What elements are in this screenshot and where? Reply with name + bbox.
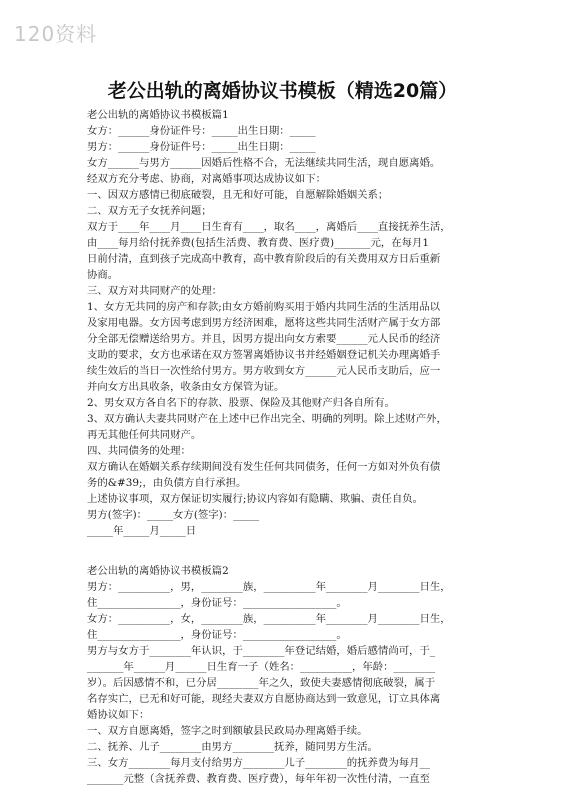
text-line: 名存实亡，已无和好可能，现经夫妻双方自愿协商达到一致意见，订立具体离: [87, 693, 441, 705]
text-line: 一、因双方感情已彻底破裂，且无和好可能，自愿解除婚姻关系；: [87, 189, 389, 201]
section1-heading: 老公出轨的离婚协议书模板篇1: [87, 109, 229, 121]
text-line: 双方确认在婚姻关系存续期间没有发生任何共同债务，任何一方如对外负有债: [87, 461, 441, 473]
text-line: 分全部无偿赠送给男方。并且，因男方提出向女方索要______元人民币的经济: [87, 333, 441, 345]
text-line: 女方______与男方______因婚后性格不合，无法继续共同生活，现自愿离婚。: [87, 157, 441, 169]
section1-content: [87, 123, 495, 539]
document-title: 老公出轨的离婚协议书模板（精选20篇）: [107, 80, 458, 102]
text-line: _____年_____月_____日: [87, 525, 197, 537]
watermark: 120资料: [14, 22, 98, 46]
text-line: 1、女方无共同的房产和存款;由女方婚前购买用于婚内共同生活的生活用品以: [87, 301, 440, 313]
text-line: 三、女方________每月支付给男方________儿子________的抚养费为每月__: [87, 757, 430, 769]
text-line: 再无其他任何共同财产。: [87, 429, 202, 441]
text-line: 双方于____年____月____日生育有____，取名____，离婚后____直接抚养生活，: [87, 221, 451, 233]
document-body: [87, 107, 495, 787]
text-line: 协商。: [87, 269, 119, 281]
text-line: 女方：__________，女，________族，__________年________月________日生，: [87, 613, 451, 625]
section2-heading: 老公出轨的离婚协议书模板篇2: [87, 565, 229, 577]
text-line: 支助的要求，女方也承诺在双方签署离婚协议书并经婚姻登记机关办理离婚手: [87, 349, 441, 361]
text-line: 经双方充分考虑、协商，对离婚事项达成协议如下：: [87, 173, 326, 185]
text-line: 住________________，身份证号：__________________。: [87, 629, 347, 641]
section2-content: [87, 579, 495, 787]
text-line: 二、双方无子女抚养问题；: [87, 205, 212, 217]
text-line: 及家用电器。女方因考虑到男方经济困难，愿将这些共同生活财产属于女方部: [87, 317, 441, 329]
text-line: 男方：______身份证件号：_____出生日期：_____: [87, 141, 316, 153]
text-line: 二、抚养、儿子________由男方________抚养，随同男方生活。: [87, 741, 378, 753]
text-line: 2、男女双方各自名下的存款、股票、保险及其他财产归各自所有。: [87, 397, 395, 409]
text-line: 上述协议事项，双方保证切实履行;协议内容如有隐瞒、欺骗、责任自负。: [87, 493, 423, 505]
text-line: 日前付清，直到孩子完成高中教育，高中教育阶段后的有关费用双方日后重新: [87, 253, 441, 265]
text-line: 男方(签字)：_____女方(签字)：_____: [87, 509, 260, 521]
text-line: 由____每月给付抚养费(包括生活费、教育费、医疗费)_______元，在每月1: [87, 237, 430, 249]
text-line: 四、共同债务的处理：: [87, 445, 191, 457]
text-line: 婚协议如下：: [87, 709, 150, 721]
text-line: 一、双方自愿离婚，签字之时到额敏县民政局办理离婚手续。: [87, 725, 368, 737]
text-line: 并向女方出具收条，收条由女方保管为证。: [87, 381, 285, 393]
text-line: 岁）。后因感情不和，已分居________年之久，致使夫妻感情彻底破裂，属于: [87, 677, 436, 689]
text-line: 男方：__________，男，________族，__________年________月________日生，: [87, 581, 451, 593]
text-line: 住________________，身份证号：__________________。: [87, 597, 347, 609]
text-line: _______元整（含抚养费、教育费、医疗费），每年年初一次性付清，一直至: [87, 773, 430, 785]
text-line: 3、双方确认夫妻共同财产在上述中已作出完全、明确的列明。除上述财产外，: [87, 413, 447, 425]
text-line: _______年______月______日生育一子（姓名：__________，年龄：________: [87, 661, 436, 673]
text-line: 务的&#39;，由负债方自行承担。: [87, 477, 247, 489]
section-gap: [87, 539, 495, 563]
text-line: 三、双方对共同财产的处理：: [87, 285, 223, 297]
text-line: 男方与女方于________年认识，于________年登记结婚，婚后感情尚可，于_: [87, 645, 436, 657]
text-line: 女方：______身份证件号：_____出生日期：_____: [87, 125, 316, 137]
text-line: 续生效后的当日一次性给付男方。男方收到女方______元人民币支助后，应一: [87, 365, 441, 377]
